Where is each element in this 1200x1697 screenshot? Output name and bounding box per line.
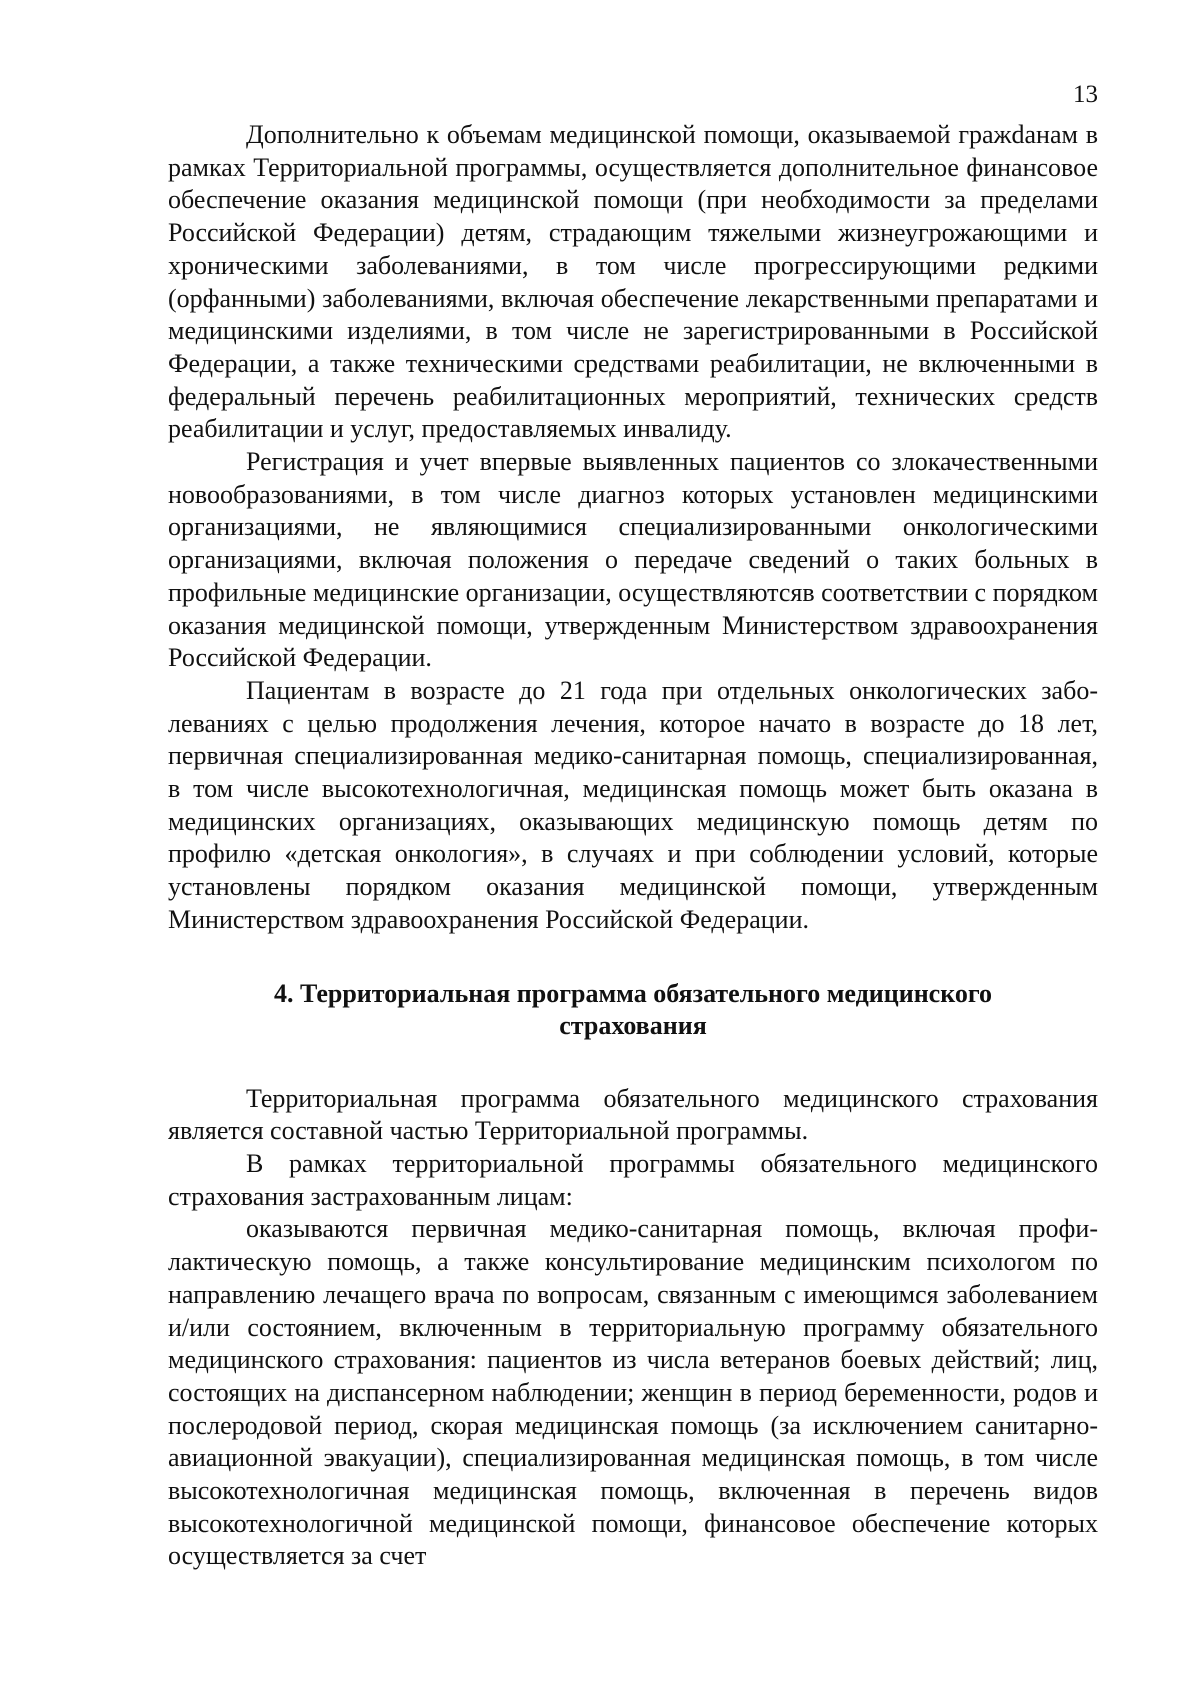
page-number: 13: [1073, 81, 1098, 108]
paragraph-insured-persons: В рамках территориальной программы обязательного медицинского страхования застрахованным лицам:: [168, 1148, 1098, 1211]
paragraph-care-provided: оказываются первичная медико-санитарная помощь, включая профилактическую помощь, а также консультирование медицинским психологом по направлению лечащего врача по вопросам, связанным с имеющимся заболеванием и/или состоянием, включенным в территориальную программу обязательного медицинского страхования: пациентов из числа ветеранов боевых действий; лиц, состоящих на диспансерном наблюдении; женщин в период беременности, родов и послеродовой период, скорая медицинская помощь (за исключением санитарно-авиационной эвакуации), специализированная медицинская помощь, в том числе высокотехнологичная медицинская помощь, включенная в перечень видов высокотехнологичной медицинской помощи, финансовое обеспечение которых осуществляется за счет: [168, 1214, 1098, 1571]
section-heading-line-1: 4. Территориальная программа обязательного медицинского: [273, 978, 993, 1008]
paragraph-oncology-registration: Регистрация и учет впервые выявленных пациентов со злокачественными новообразованиями, в том числе диагноз которых установлен медицинскими организациями, не являющимися специализированными онкологическими организациями, включая положения о передаче сведений о таких больных в профильные медицинские организации, осуществляютсяв соответствии с порядком оказания медицинской помощи, утвержденным Министерством здравоохранения Российской Федерации.: [168, 447, 1098, 673]
section-heading: [168, 978, 1098, 1042]
section-heading-line-2: страхования: [559, 1010, 707, 1040]
paragraph-patients-under-21: Пациентам в возрасте до 21 года при отдельных онкологических заболеваниях с целью продолжения лечения, которое начато в возрасте до 18 лет, первичная специализированная медико-санитарная помощь, специализированная, в том числе высокотехнологичная, медицинская помощь может быть оказана в медицинских организациях, оказывающих медицинскую помощь детям по профилю «детская онкология», в случаях и при соблюдении условий, которые установлены порядком оказания медицинской помощи, утвержденным Министерством здравоохранения Российской Федерации.: [168, 675, 1098, 934]
paragraph-additional-funding: Дополнительно к объемам медицинской помощи, оказываемой гражdанам в рамках Территориальной программы, осуществляется дополнительное финансовое обеспечение оказания медицинской помощи (при необходимости за пределами Российской Федерации) детям, страдающим тяжелыми жизнеугрожающими и хроническими заболеваниями, в том числе прогрессирующими редкими (орфанными) заболеваниями, включая обеспечение лекарственными препаратами и медицинскими изделиями, в том числе не зарегистрированными в Российской Федерации, а также техническими средствами реабилитации, не включенными в федеральный перечень реабилитационных мероприятий, технических средств реабилитации и услуг, предоставляемых инвалиду.: [168, 120, 1098, 444]
document-body: [168, 119, 1098, 1573]
paragraph-program-part: Территориальная программа обязательного медицинского страхования является составной частью Территориальной программы.: [168, 1083, 1098, 1146]
